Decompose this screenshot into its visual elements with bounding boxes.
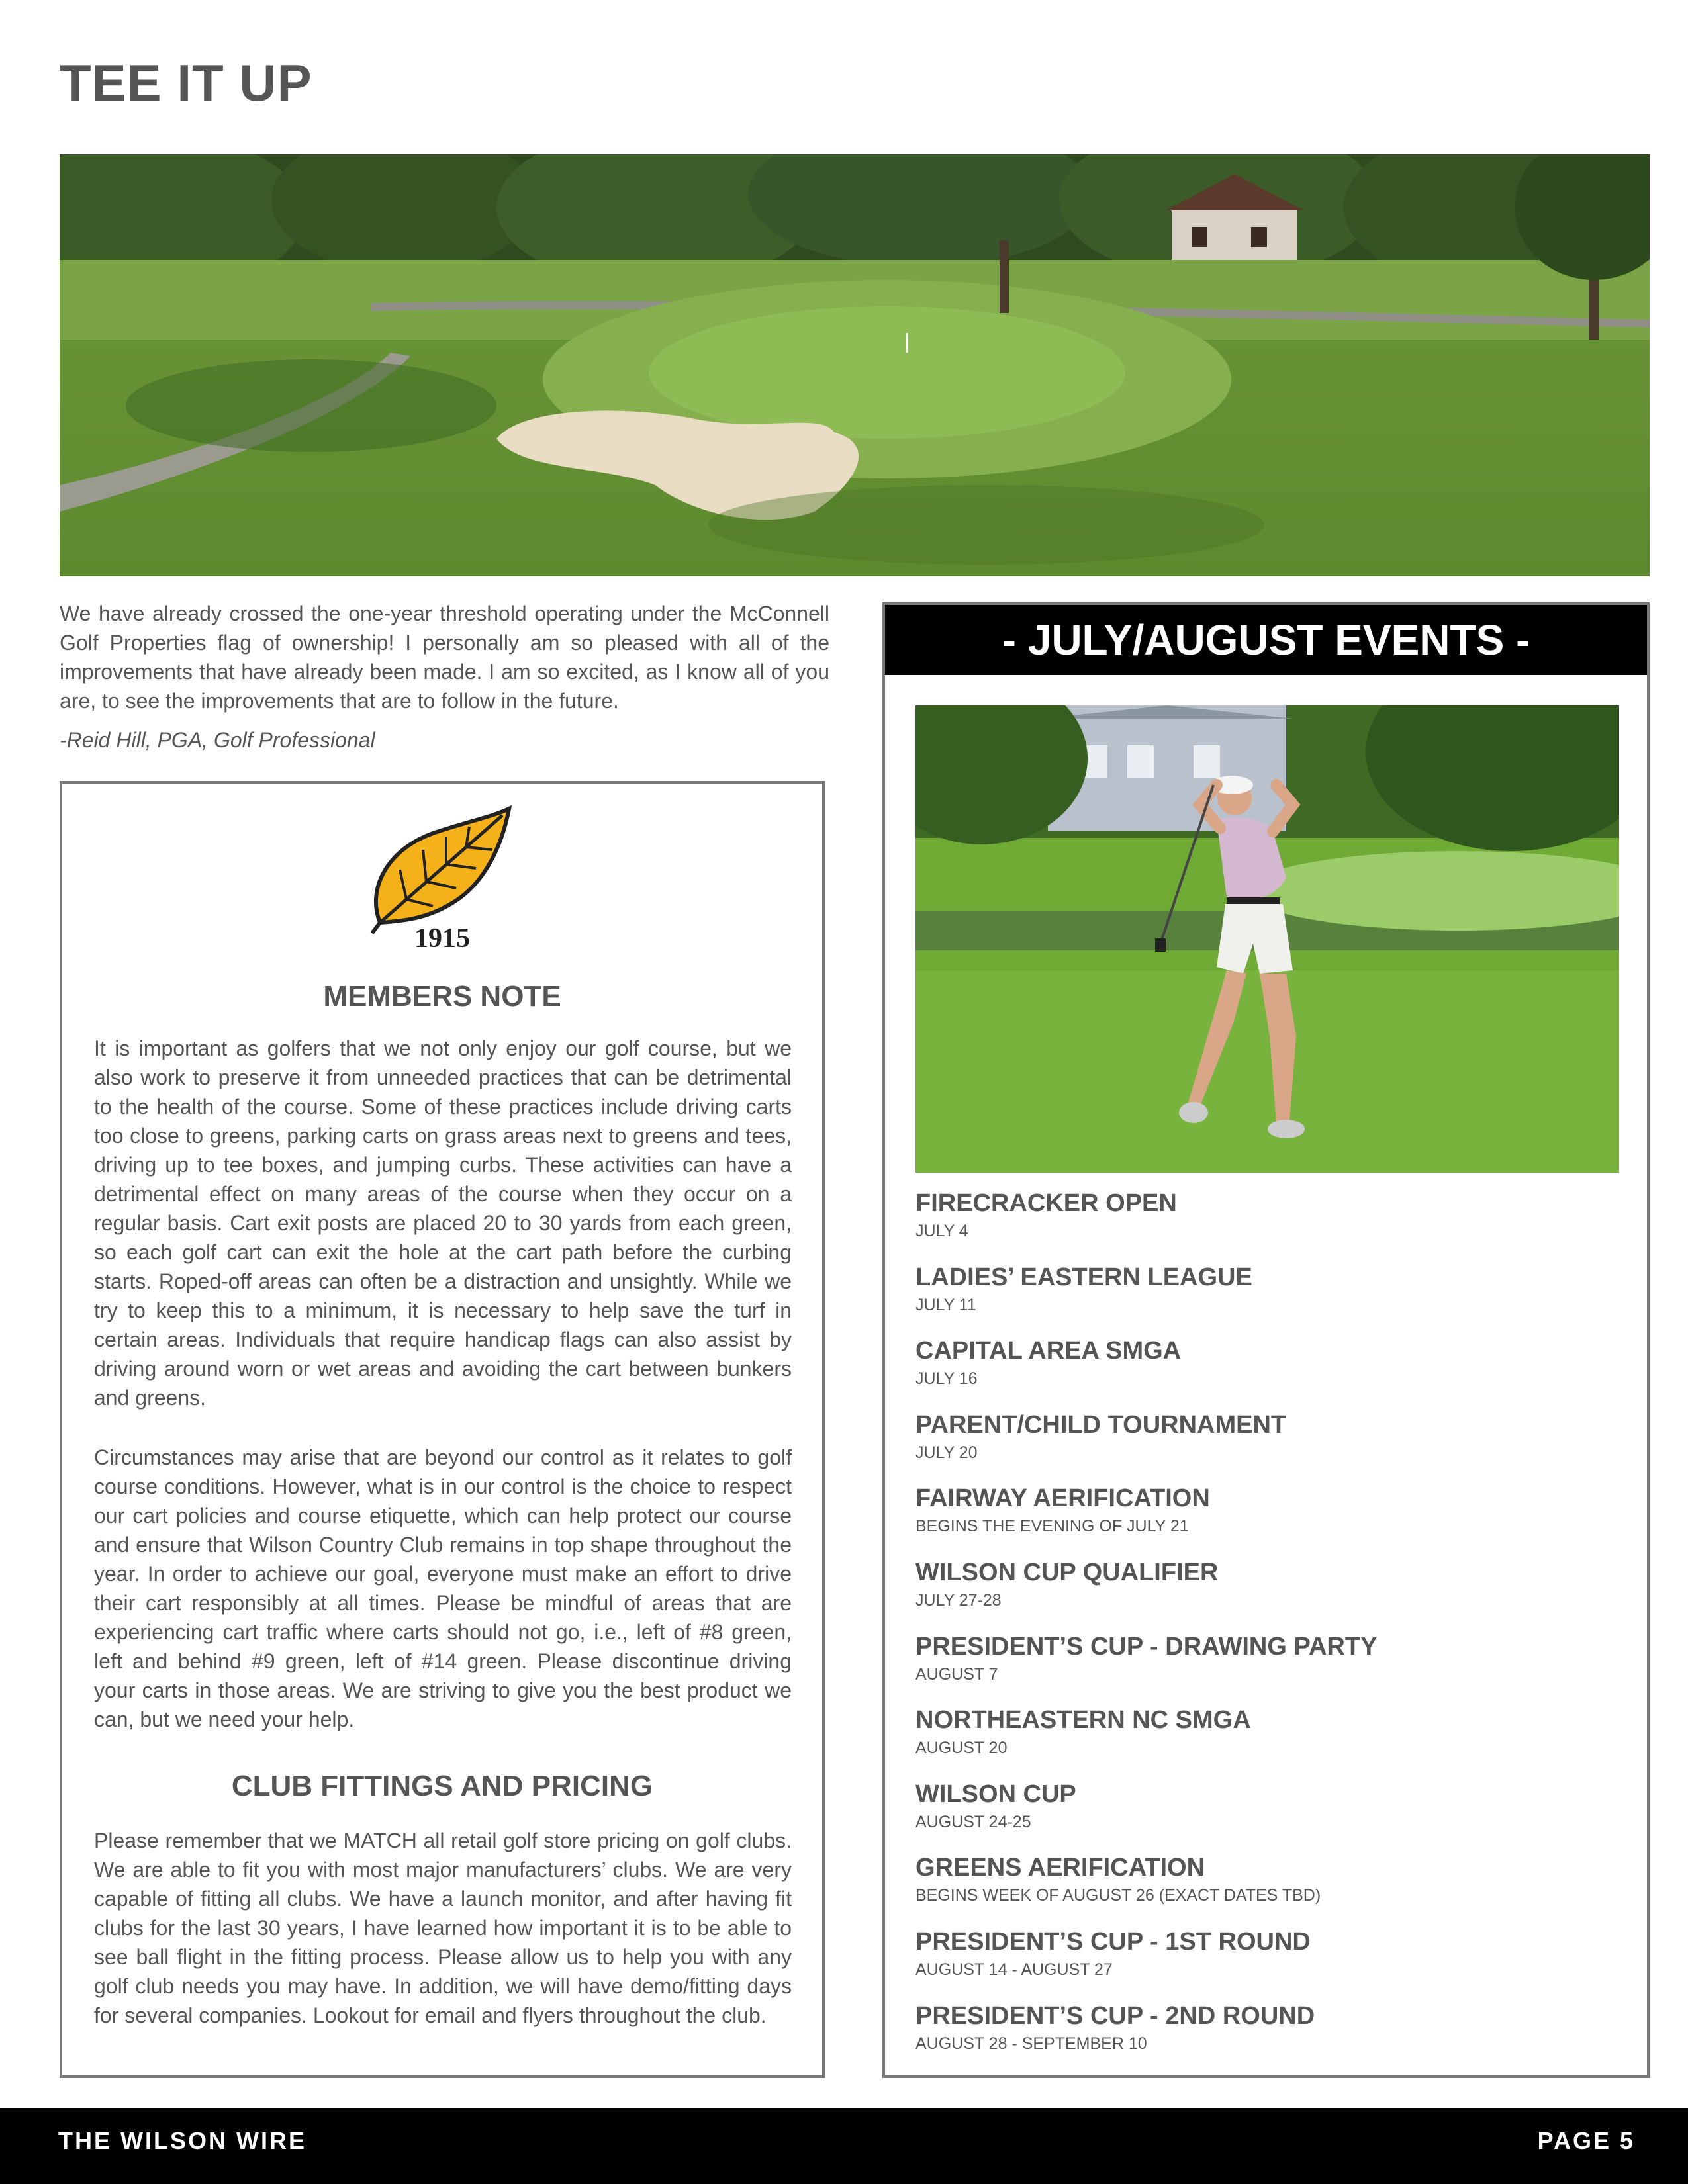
members-note-paragraph-1: It is important as golfers that we not only enjoy our golf course, but we also work to preserve it from unneeded practices that can be detrimental to the health of the course. Some of these practices include driving carts too close to greens, parking carts on grass areas next to greens and tees, driving up to tee boxes, and jumping curbs. These activities can have a detrimental effect on many areas of the course when they occur on a regular basis. Cart exit posts are placed 20 to 30 yards from each green, so each golf cart can exit the hole at the cart path before the curbing starts. Roped-off areas can often be a distraction and unsightly. While we try to keep this to a minimum, it is necessary to help save the turf in certain areas. Individuals that require handicap flags can also assist by driving around worn or wet areas and avoiding the cart between bunkers and greens. bbox=[94, 1036, 792, 1410]
event-list bbox=[915, 1187, 1619, 2073]
club-fittings-heading: CLUB FITTINGS AND PRICING bbox=[231, 1770, 653, 1802]
event-name: PRESIDENT’S CUP - 2ND ROUND bbox=[915, 2001, 1315, 2030]
intro-paragraph: We have already crossed the one-year threshold operating under the McConnell Golf Properties flag of ownership! I personally am so pleased with all of the improvements that have already been made. I am so excited, as I know all of you are, to see the improvements that are to follow in the future. bbox=[60, 602, 829, 713]
event-date: JULY 4 bbox=[915, 1222, 968, 1240]
event-date: JULY 11 bbox=[915, 1295, 976, 1314]
members-note-heading: MEMBERS NOTE bbox=[323, 980, 561, 1013]
members-note-box bbox=[60, 781, 825, 2078]
event-name: WILSON CUP bbox=[915, 1780, 1076, 1808]
event-name: PRESIDENT’S CUP - DRAWING PARTY bbox=[915, 1632, 1378, 1661]
event-item bbox=[915, 1482, 1619, 1557]
event-name: LADIES’ EASTERN LEAGUE bbox=[915, 1263, 1252, 1291]
event-date: BEGINS THE EVENING OF JULY 21 bbox=[915, 1517, 1189, 1536]
event-item bbox=[915, 2000, 1619, 2074]
event-date: AUGUST 20 bbox=[915, 1739, 1008, 1758]
golf-course-photo bbox=[60, 154, 1650, 576]
event-item bbox=[915, 1187, 1619, 1261]
event-item bbox=[915, 1261, 1619, 1336]
event-item bbox=[915, 1335, 1619, 1409]
event-item bbox=[915, 1557, 1619, 1631]
event-date: JULY 27-28 bbox=[915, 1590, 1002, 1610]
event-item bbox=[915, 1852, 1619, 1926]
golfer-photo bbox=[915, 705, 1619, 1173]
signature: -Reid Hill, PGA, Golf Professional bbox=[60, 728, 375, 752]
event-name: GREENS AERIFICATION bbox=[915, 1854, 1205, 1882]
event-item bbox=[915, 1704, 1619, 1778]
event-date: AUGUST 28 - SEPTEMBER 10 bbox=[915, 2034, 1147, 2053]
event-name: PRESIDENT’S CUP - 1ST ROUND bbox=[915, 1927, 1311, 1956]
events-banner: - JULY/AUGUST EVENTS - bbox=[885, 605, 1647, 675]
event-name: FAIRWAY AERIFICATION bbox=[915, 1484, 1210, 1513]
event-name: FIRECRACKER OPEN bbox=[915, 1189, 1177, 1217]
club-fittings-paragraph: Please remember that we MATCH all retail golf store pricing on golf clubs. We are able to fit you with most major manufacturers’ clubs. We are very capable of fitting all clubs. We have a launch monitor, and after having fit clubs for the last 30 years, I have learned how important it is to be able to see ball flight in the fitting process. Please allow us to help you with any golf club needs you may have. In addition, we will have demo/fitting days for several companies. Lookout for email and flyers throughout the club. bbox=[94, 1829, 792, 2027]
event-date: AUGUST 14 - AUGUST 27 bbox=[915, 1960, 1113, 1979]
page-title: TEE IT UP bbox=[60, 54, 312, 112]
event-item bbox=[915, 1409, 1619, 1483]
event-date: JULY 16 bbox=[915, 1369, 978, 1388]
event-date: AUGUST 24-25 bbox=[915, 1812, 1031, 1831]
event-date: AUGUST 7 bbox=[915, 1664, 998, 1684]
event-date: BEGINS WEEK OF AUGUST 26 (EXACT DATES TBD) bbox=[915, 1886, 1321, 1905]
event-date: JULY 20 bbox=[915, 1443, 978, 1462]
event-item bbox=[915, 1631, 1619, 1705]
page-footer bbox=[0, 2108, 1688, 2184]
logo-year: 1915 bbox=[414, 923, 470, 954]
events-box bbox=[882, 602, 1650, 2078]
newsletter-name: THE WILSON WIRE bbox=[58, 2127, 306, 2154]
event-name: PARENT/CHILD TOURNAMENT bbox=[915, 1410, 1287, 1439]
event-name: NORTHEASTERN NC SMGA bbox=[915, 1706, 1251, 1735]
tobacco-leaf-logo-icon bbox=[360, 803, 519, 936]
event-name: WILSON CUP QUALIFIER bbox=[915, 1558, 1219, 1586]
members-note-paragraph-2: Circumstances may arise that are beyond our control as it relates to golf course conditions. However, what is in our control is the choice to respect our cart policies and course etiquette, which can help protect our course and ensure that Wilson Country Club remains in top shape throughout the year. In order to achieve our goal, everyone must make an effort to drive their cart responsibly at all times. Please be mindful of areas that are experiencing cart traffic where carts should not go, i.e., left of #8 green, left and behind #9 green, left of #14 green. Please discontinue driving your carts in those areas. We are striving to give you the best product we can, but we need your help. bbox=[94, 1445, 792, 1731]
event-item bbox=[915, 1778, 1619, 1852]
event-item bbox=[915, 1926, 1619, 2000]
event-name: CAPITAL AREA SMGA bbox=[915, 1337, 1182, 1365]
page-number: PAGE 5 bbox=[1537, 2127, 1635, 2154]
